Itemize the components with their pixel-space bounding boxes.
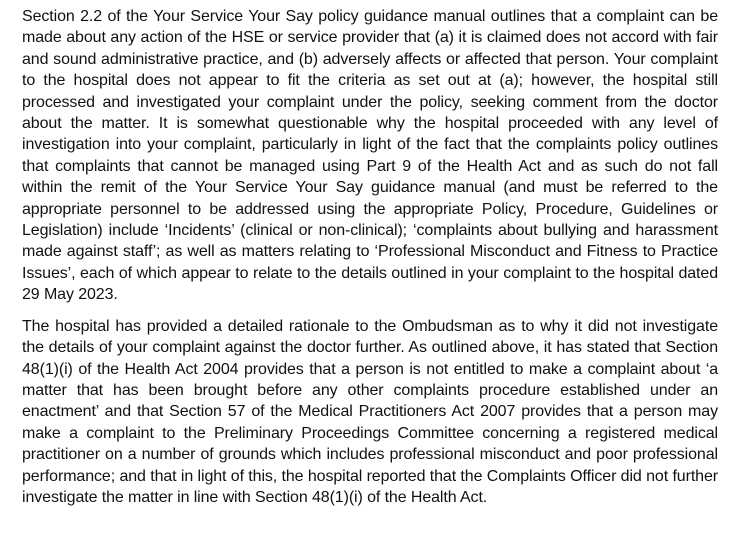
paragraph-hospital-rationale: The hospital has provided a detailed rationale to the Ombudsman as to why it did not investigate the details of your complaint against the doctor further. As outlined above, it has stated that Section 48(1)(i) of the Health Act 2004 provides that a person is not entitled to make a complaint about ‘a matter that has been brought before any other complaints procedure established under an enactment’ and that Section 57 of the Medical Practitioners Act 2007 provides that a person may make a complaint to the Preliminary Proceedings Committee concerning a registered medical practitioner on a number of grounds which includes professional misconduct and poor professional performance; and that in light of this, the hospital reported that the Complaints Officer did not further investigate the matter in line with Section 48(1)(i) of the Health Act. [22, 317, 718, 506]
paragraph-section-2-2: Section 2.2 of the Your Service Your Say policy guidance manual outlines that a complaint can be made about any action of the HSE or service provider that (a) it is claimed does not accord with fair and sound administrative practice, and (b) adversely affects or affected that person. Your complaint to the hospital does not appear to fit the criteria as set out at (a); however, the hospital still processed and investigated your complaint under the policy, seeking comment from the doctor about the matter. It is somewhat questionable why the hospital proceeded with any level of investigation into your complaint, particularly in light of the fact that the complaints policy outlines that complaints that cannot be managed using Part 9 of the Health Act and as such do not fall within the remit of the Your Service Your Say guidance manual (and must be referred to the appropriate personnel to be addressed using the appropriate Policy, Procedure, Guidelines or Legislation) include ‘Incidents’ (clinical or non-clinical); ‘complaints about bullying and harassment made against staff’; as well as matters relating to ‘Professional Misconduct and Fitness to Practice Issues’, each of which appear to relate to the details outlined in your complaint to the hospital dated 29 May 2023. [22, 8, 718, 304]
